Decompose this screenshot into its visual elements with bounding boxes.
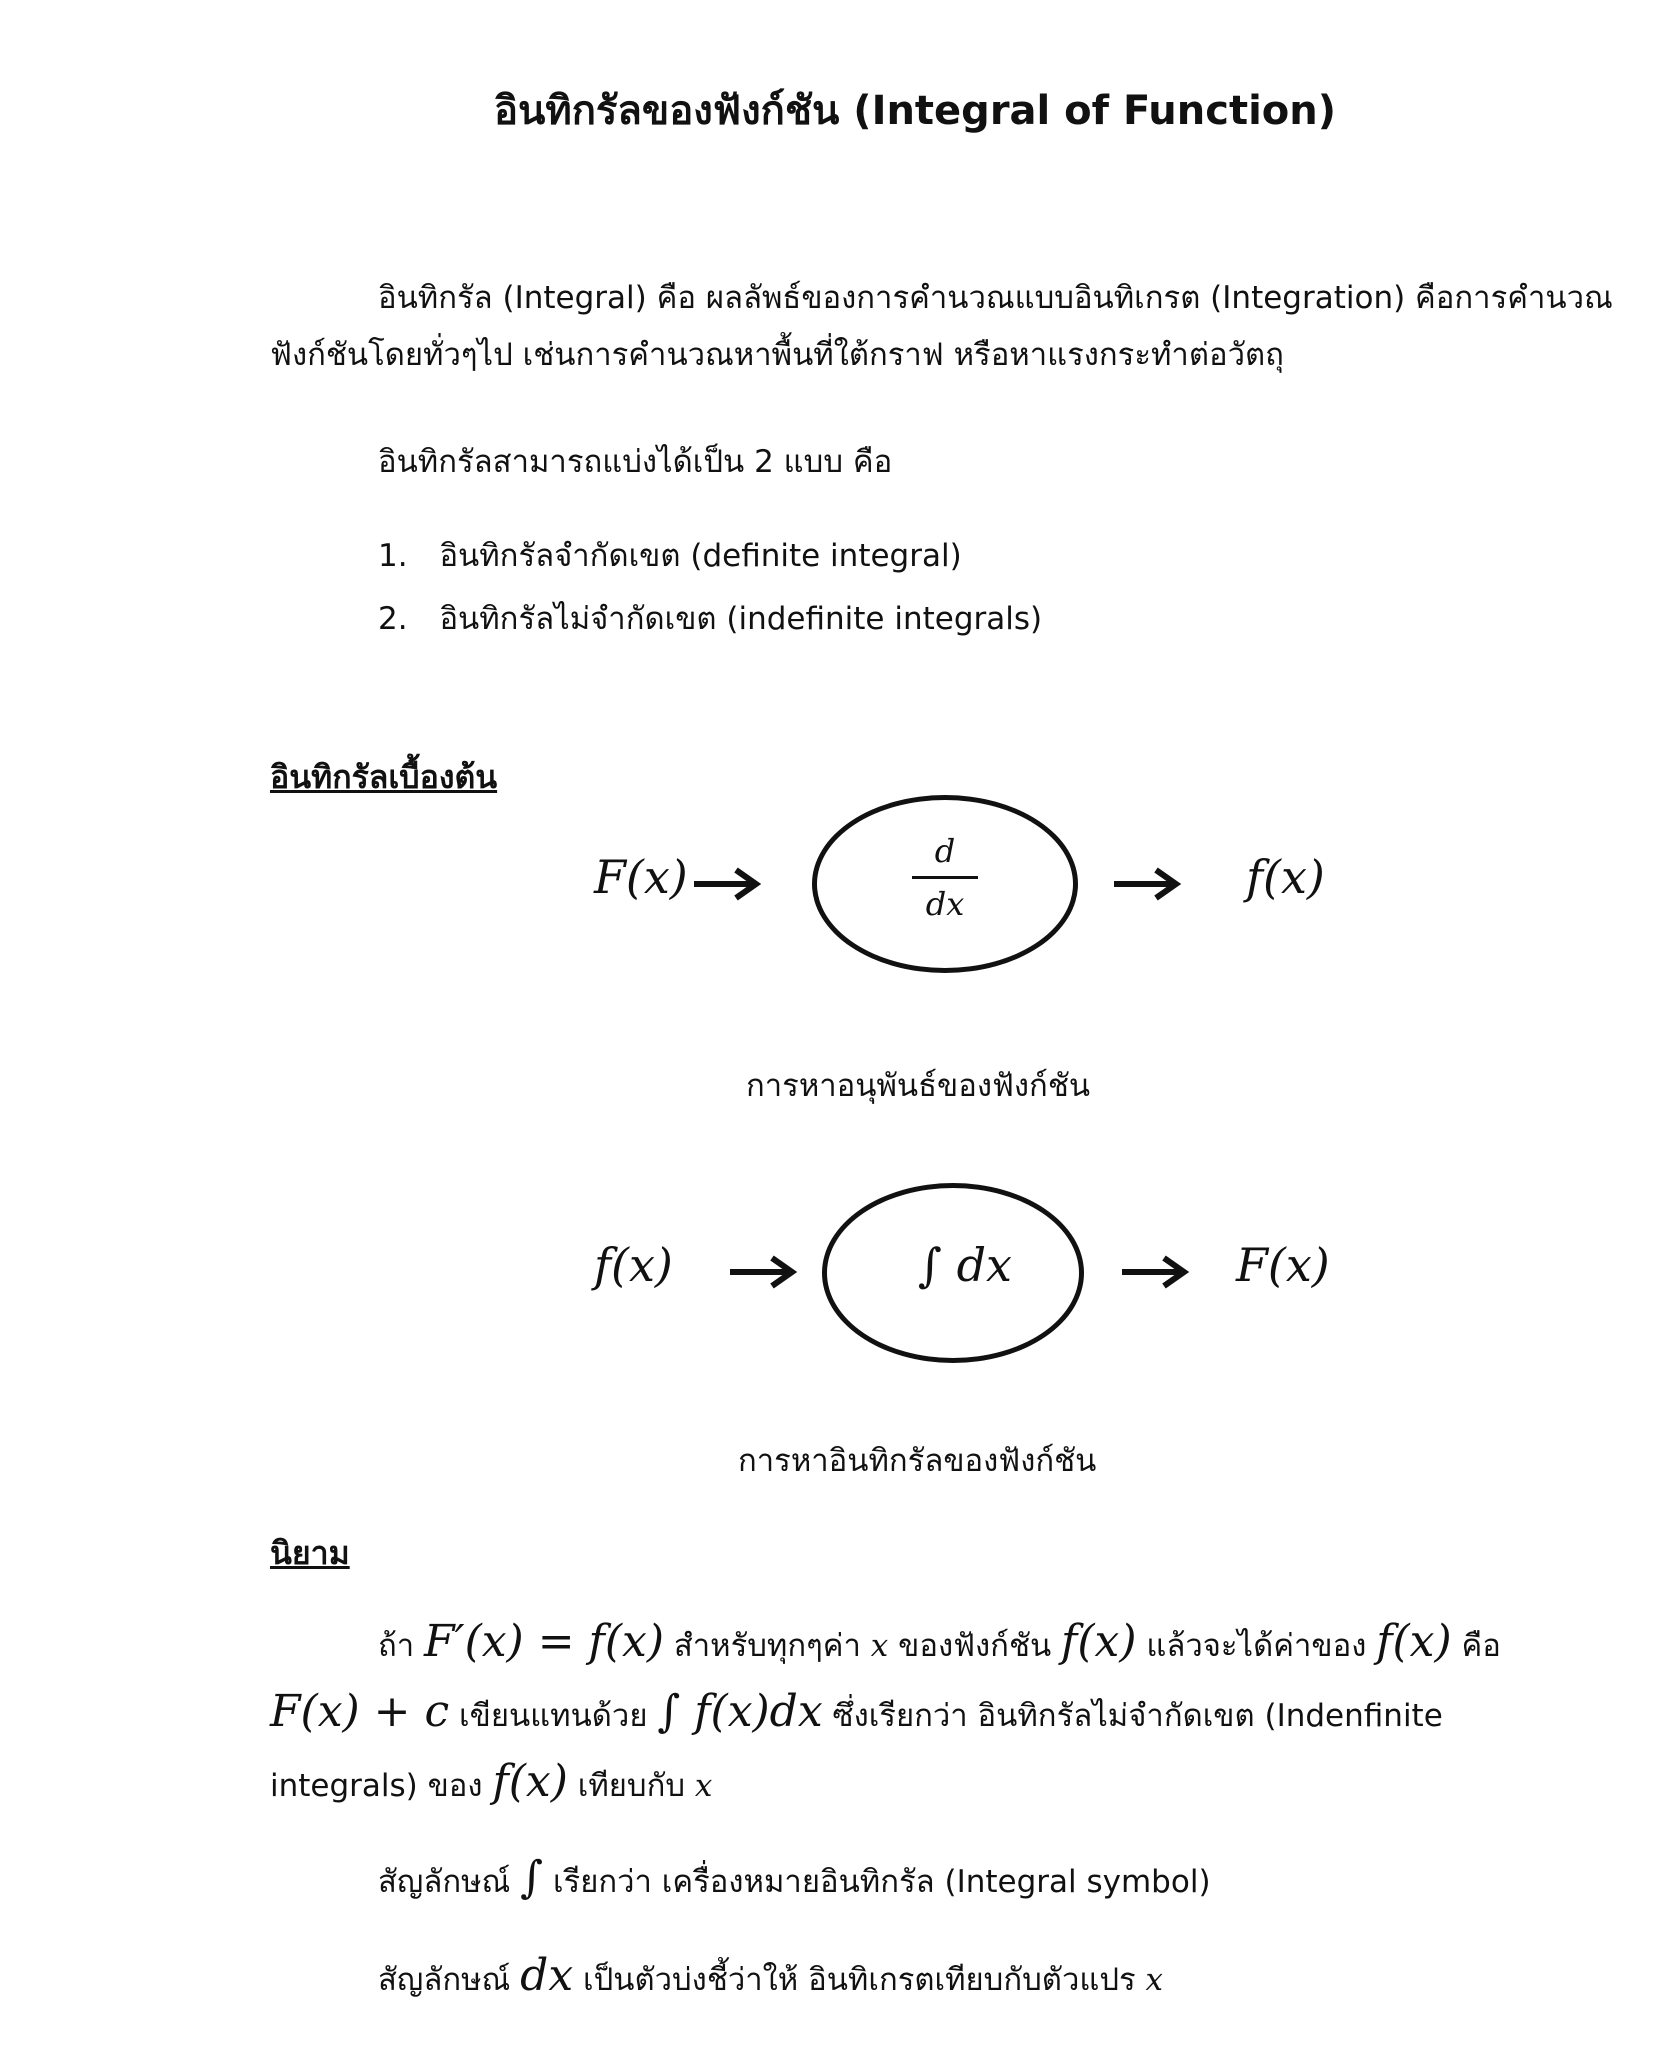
- page-title: อินทิกรัลของฟังก์ชัน (Integral of Function): [493, 88, 1337, 134]
- math-expression: ∫ f(x)dx: [657, 1686, 823, 1737]
- arrow-right-icon: [1112, 866, 1184, 902]
- fraction-denominator: dx: [925, 885, 965, 923]
- definition-text: แล้วจะได้ค่าของ: [1146, 1628, 1367, 1664]
- definition-text: สำหรับทุกๆค่า: [673, 1628, 861, 1664]
- math-expression: f(x): [492, 1756, 568, 1807]
- derivative-operator: [912, 832, 978, 923]
- math-expression: f(x): [1376, 1616, 1452, 1667]
- diagram1-output: f(x): [1246, 850, 1325, 904]
- arrow-right-icon: [728, 1254, 800, 1290]
- fraction-bar: [912, 876, 978, 879]
- definition-line-2: [270, 1682, 1443, 1746]
- types-intro: อินทิกรัลสามารถแบ่งได้เป็น 2 แบบ คือ: [378, 444, 893, 480]
- definition-text: ถ้า: [378, 1628, 415, 1664]
- list-number: 2.: [378, 601, 408, 637]
- definition-line-1: [378, 1612, 1501, 1676]
- diagram2-output: F(x): [1236, 1238, 1330, 1292]
- symbol-text: เรียกว่า เครื่องหมายอินทิกรัล (Integral symbol): [552, 1864, 1211, 1900]
- definition-text: ของฟังก์ชัน: [898, 1628, 1052, 1664]
- arrow-right-icon: [692, 866, 764, 902]
- fraction-numerator: d: [934, 832, 956, 870]
- math-expression: F(x) + c: [270, 1686, 450, 1737]
- intro-line-2: ฟังก์ชันโดยทั่วๆไป เช่นการคำนวณหาพื้นที่ใต้กราฟ หรือหาแรงกระทำต่อวัตถุ: [270, 337, 1284, 373]
- math-variable: x: [694, 1768, 713, 1804]
- list-item: [378, 526, 962, 586]
- list-text: อินทิกรัลไม่จำกัดเขต (indefinite integrals): [439, 601, 1043, 637]
- diagram2-caption: การหาอินทิกรัลของฟังก์ชัน: [738, 1443, 1097, 1479]
- symbol-text: เป็นตัวบ่งชี้ว่าให้ อินทิเกรตเทียบกับตัวแปร: [583, 1962, 1136, 1998]
- symbol-text: สัญลักษณ์: [378, 1864, 511, 1900]
- math-expression: F′(x) = f(x): [424, 1616, 664, 1667]
- math-variable: x: [870, 1628, 889, 1664]
- math-variable: x: [1145, 1962, 1164, 1998]
- integral-sign: ∫: [520, 1852, 544, 1903]
- definition-text: เทียบกับ: [577, 1768, 686, 1804]
- definition-text: ซึ่งเรียกว่า อินทิกรัลไม่จำกัดเขต (Indenfinite: [832, 1698, 1443, 1734]
- diagram2-input: f(x): [594, 1238, 673, 1292]
- integral-symbol-line: [378, 1848, 1211, 1912]
- basic-heading: อินทิกรัลเบื้องต้น: [270, 758, 498, 796]
- diagram1-input: F(x): [594, 850, 688, 904]
- dx-symbol-line: [378, 1946, 1163, 2010]
- dx-symbol: dx: [520, 1950, 574, 2001]
- arrow-right-icon: [1120, 1254, 1192, 1290]
- math-expression: f(x): [1061, 1616, 1137, 1667]
- list-text: อินทิกรัลจำกัดเขต (definite integral): [439, 538, 962, 574]
- list-number: 1.: [378, 538, 408, 574]
- definition-text: integrals) ของ: [270, 1768, 483, 1804]
- definition-line-3: [270, 1752, 712, 1816]
- integral-operator: ∫ dx: [918, 1238, 1012, 1292]
- symbol-text: สัญลักษณ์: [378, 1962, 511, 1998]
- intro-line-1: อินทิกรัล (Integral) คือ ผลลัพธ์ของการคำนวณแบบอินทิเกรต (Integration) คือการคำนวณ: [378, 280, 1613, 316]
- list-item: [378, 589, 1042, 649]
- diagram1-caption: การหาอนุพันธ์ของฟังก์ชัน: [746, 1068, 1091, 1104]
- definition-heading: นิยาม: [270, 1534, 350, 1572]
- definition-text: คือ: [1461, 1628, 1501, 1664]
- definition-text: เขียนแทนด้วย: [459, 1698, 648, 1734]
